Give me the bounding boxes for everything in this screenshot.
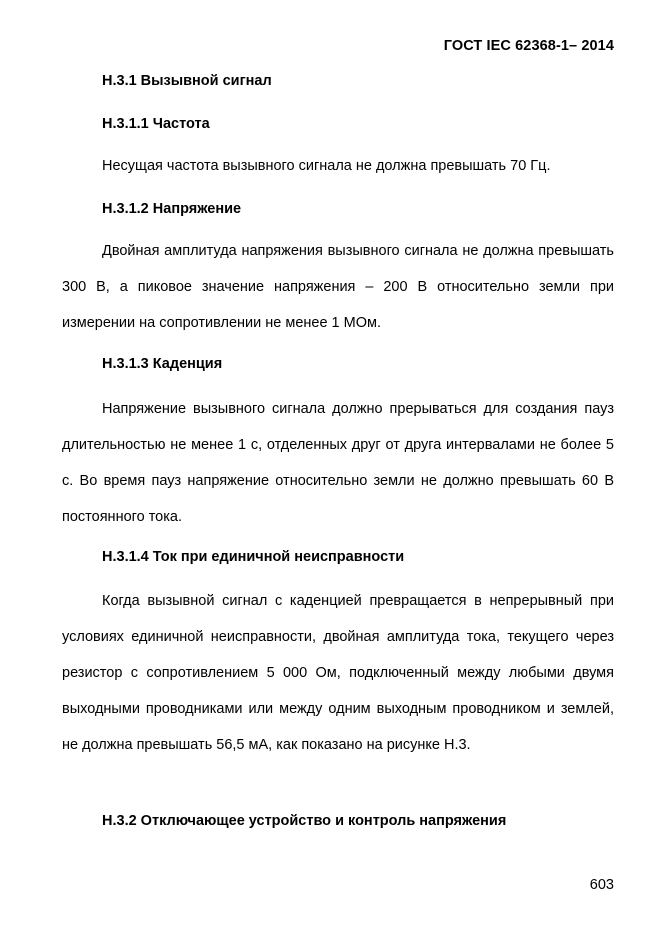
section-heading-h-3-2: H.3.2 Отключающее устройство и контроль напряжения [102,813,507,829]
section-heading-h-3-1-2: H.3.1.2 Напряжение [102,201,242,217]
document-header: ГОСТ IEC 62368-1– 2014 [443,38,614,54]
paragraph-frequency: Несущая частота вызывного сигнала не должна превышать 70 Гц. [102,158,551,174]
page-number: 603 [589,877,614,893]
paragraph-voltage: Двойная амплитуда напряжения вызывного сигнала не должна превышать 300 В, а пиковое значение напряжения – 200 В относительно земли при измерении на сопротивлении не менее 1 МОм. [62,243,614,331]
section-heading-h-3-1: H.3.1 Вызывной сигнал [102,73,272,89]
paragraph-fault-current: Когда вызывной сигнал с каденцией превращается в непрерывный при условиях единичной неисправности, двойная амплитуда тока, текущего через резистор с сопротивлением 5 000 Ом, подключенный между любыми двумя выходными проводниками или между одним выходным проводником и землей, не должна превышать 56,5 мА, как показано на рисунке Н.3. [62,593,614,753]
paragraph-cadence: Напряжение вызывного сигнала должно прерываться для создания пауз длительностью не менее 1 с, отделенных друг от друга интервалами не более 5 с. Во время пауз напряжение относительно земли не должно превышать 60 В постоянного тока. [62,401,614,525]
section-heading-h-3-1-3: H.3.1.3 Каденция [102,356,223,372]
section-heading-h-3-1-4: H.3.1.4 Ток при единичной неисправности [102,549,405,565]
section-heading-h-3-1-1: H.3.1.1 Частота [102,116,210,132]
